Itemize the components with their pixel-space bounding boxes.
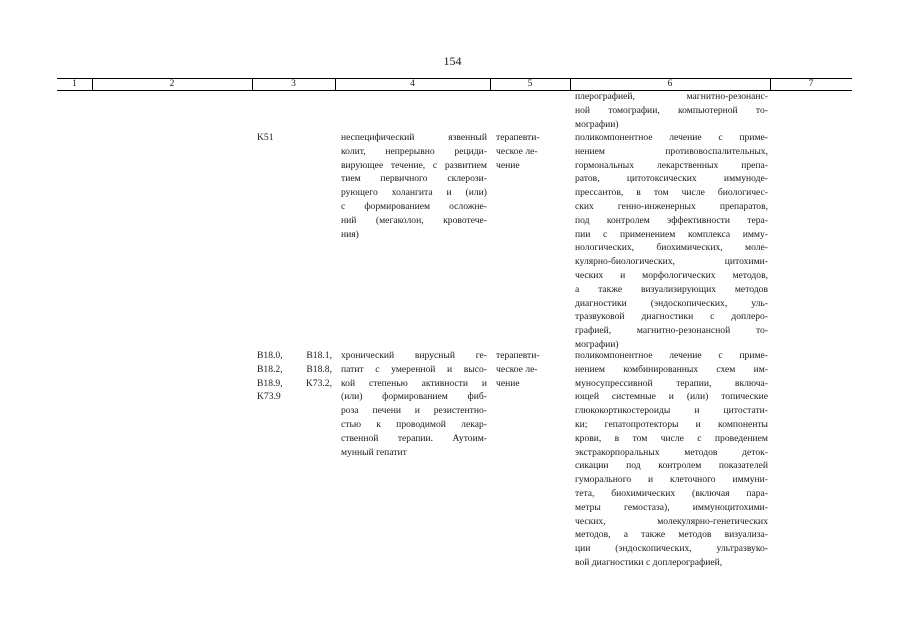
header-col-7: 7 (808, 79, 814, 89)
text-line: вой диагностики с доплерографией, (575, 556, 723, 568)
row-1-codes (257, 131, 332, 145)
header-col-4: 4 (410, 79, 415, 89)
text-line: (или) формированием фиб- (341, 391, 487, 403)
text-line: кой степенью активности и (341, 377, 487, 389)
text-line: патит с умеренной и высо- (341, 363, 487, 375)
row-2-method (575, 349, 768, 570)
header-col-2: 2 (169, 79, 175, 89)
text-line: ческих и морфологических методов, (575, 269, 768, 281)
page-number: 154 (443, 54, 462, 68)
row-2-diagnosis (341, 349, 487, 459)
text-line: ческих, молекулярно-генетических (575, 515, 768, 527)
text-line: тета, биохимических (включая пара- (575, 487, 768, 499)
text-line: ний (мегаколон, кровотече- (341, 214, 487, 226)
text-line: гормональных лекарственных препа- (575, 159, 768, 171)
text-line: плерографией, магнитно-резонанс- (575, 91, 768, 102)
text-line: тием первичного склерози- (341, 173, 487, 185)
text-line: крови, в том числе с проведением (575, 432, 768, 444)
text-line: стью к проводимой лекар- (341, 418, 487, 430)
code: K73.2, (305, 377, 332, 389)
text-line: под контролем эффективности тера- (575, 214, 768, 226)
text-line: диагностики (эндоскопических, уль- (575, 297, 768, 309)
text-line: тразвуковой диагностики с доплеро- (575, 311, 768, 323)
text-line: нением противовоспалительных, (575, 145, 768, 157)
code-line (257, 131, 332, 145)
text-line: поликомпонентное лечение с приме- (575, 350, 768, 361)
code-line (257, 349, 332, 363)
text-line: роза печени и резистентно- (341, 405, 487, 417)
text-line: ки; гепатопротекторы и компоненты (575, 418, 768, 430)
code: K51 (257, 132, 274, 143)
text-line: метры гемостаза), иммуноцитохими- (575, 501, 768, 513)
text-line: кулярно-биологических, цитохими- (575, 256, 768, 268)
text-line: сикации под контролем показателей (575, 460, 768, 472)
text-fragment: ческое ле- (496, 145, 538, 157)
code-line (257, 390, 332, 404)
header-col-6: 6 (667, 79, 673, 89)
row-1-treatment-type (496, 131, 564, 172)
text-line: ственной терапии. Аутоим- (341, 432, 487, 444)
text-line: гуморального и клеточного иммуни- (575, 474, 768, 486)
text-line: ния) (341, 228, 359, 240)
text-line: графией, магнитно-резонансной то- (575, 325, 768, 337)
text-line: мунный гепатит (341, 446, 407, 458)
text-line: нением комбинированных схем им- (575, 363, 768, 375)
text-line: терапевти- (496, 132, 540, 143)
text-line: нологических, биохимических, моле- (575, 242, 768, 254)
code: B18.0, (257, 350, 283, 361)
text-line: с формированием осложне- (341, 200, 487, 212)
text-line: ратов, цитотоксических иммунодe- (575, 173, 768, 185)
text-line: рующего холангита и (или) (341, 187, 487, 199)
text-line: чение (496, 377, 520, 389)
row-2-treatment-type (496, 349, 564, 390)
text-line: ной томографии, компьютерной то- (575, 104, 768, 116)
text-line: чение (496, 159, 520, 171)
header-col-1: 1 (72, 79, 77, 89)
text-line: муносупрессивной терапии, включа- (575, 377, 768, 389)
text-line: хронический вирусный ге- (341, 350, 487, 361)
text-line: неспецифический язвенный (341, 132, 487, 143)
text-line: пии с применением комплекса имму- (575, 228, 768, 240)
code: B18.8, (306, 363, 332, 375)
text-line: глюкокортикостероиды и цитостати- (575, 405, 768, 417)
text-line: мографии) (575, 118, 619, 130)
text-line: а также визуализирующих методов (575, 283, 768, 295)
text-line: экстракорпоральных методов деток- (575, 446, 768, 458)
code-line (257, 377, 332, 391)
code-line (257, 363, 332, 377)
text-line: прессантов, в том числе биологичес- (575, 187, 768, 199)
code: K73.9 (257, 391, 281, 403)
header-col-5: 5 (527, 79, 533, 89)
text-line: терапевти- (496, 350, 540, 361)
text-line: методов, а также методов визуализа- (575, 529, 768, 541)
continuation-method-text (575, 90, 768, 131)
text-line: ских генно-инженерных препаратов, (575, 200, 768, 212)
text-line: мографии) (575, 338, 619, 350)
text-line: ческое ле- (496, 363, 538, 375)
row-2-codes (257, 349, 332, 404)
text-line: ющей системные и (или) топические (575, 391, 768, 403)
code: B18.9, (257, 377, 283, 389)
code: B18.2, (257, 363, 283, 375)
text-line: вирующее течение, с развитием (341, 159, 487, 171)
text-line: поликомпонентное лечение с приме- (575, 132, 768, 143)
row-1-diagnosis (341, 131, 487, 241)
row-1-method (575, 131, 768, 352)
text-line: колит, непрерывно рециди- (341, 145, 487, 157)
text-line: ции (эндоскопических, ультразвуко- (575, 543, 768, 555)
text-line (496, 145, 564, 159)
header-col-3: 3 (291, 79, 296, 89)
code: B18.1, (306, 350, 332, 361)
